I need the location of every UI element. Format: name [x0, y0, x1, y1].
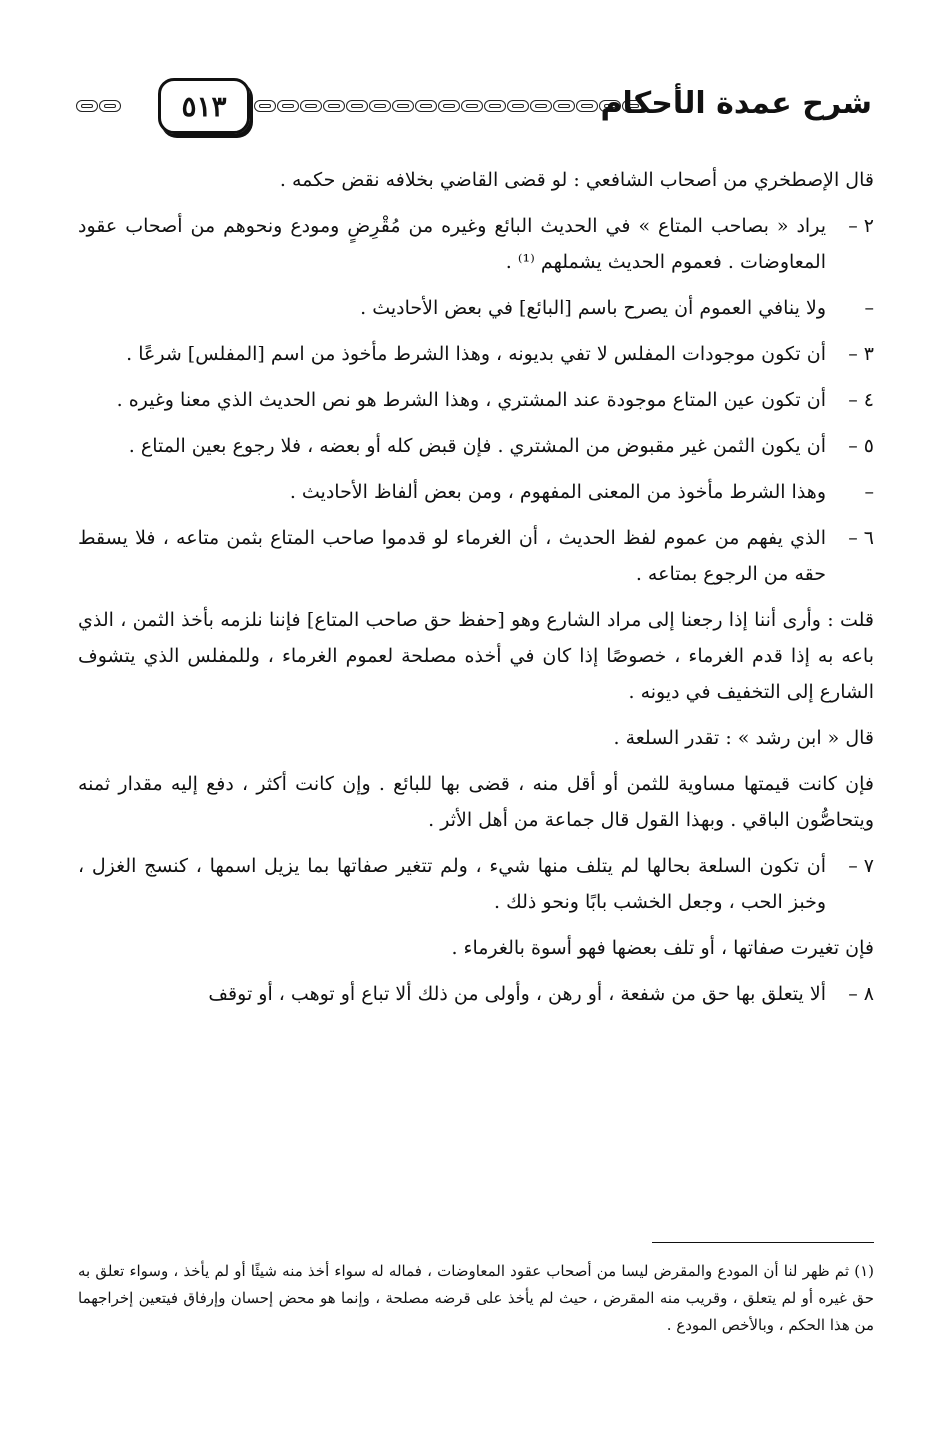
list-item — [78, 474, 874, 510]
item-text: ألا يتعلق بها حق من شفعة ، أو رهن ، وأولى من ذلك ألا تباع أو توهب ، أو توقف — [208, 983, 826, 1005]
list-item — [78, 848, 874, 920]
paragraph: قلت : وأرى أننا إذا رجعنا إلى مراد الشارع وهو [حفظ حق صاحب المتاع] فإننا نلزمه بأخذ الثمن ، الذي باعه به إذا قدم الغرماء ، خصوصًا إذا كان في أخذه مصلحة لعموم الغرماء ، وللمفلس الذي يتشوف الشارع إلى التخفيف في ديونه . — [78, 609, 874, 703]
ornament-left — [76, 100, 121, 114]
paragraph: قال الإصطخري من أصحاب الشافعي : لو قضى القاضي بخلافه نقض حكمه . — [279, 169, 874, 191]
item-marker: ٤ – — [848, 389, 874, 411]
list-item — [78, 382, 874, 418]
item-text: أن تكون عين المتاع موجودة عند المشتري ، وهذا الشرط هو نص الحديث الذي معنا وغيره . — [116, 389, 826, 411]
item-marker: ٥ – — [848, 435, 874, 457]
item-marker: ٦ – — [848, 527, 874, 549]
item-marker: – — [864, 481, 874, 503]
list-item — [78, 976, 874, 1012]
list-item — [78, 290, 874, 326]
paragraph: فإن تغيرت صفاتها ، أو تلف بعضها فهو أسوة بالغرماء . — [451, 937, 874, 959]
list-item — [78, 428, 874, 464]
main-text — [78, 162, 874, 1022]
item-text: أن تكون السلعة بحالها لم يتلف منها شيء ، ولم تتغير صفاتها بما يزيل اسمها ، كنسج الغزل ، وخبز الحب ، وجعل الخشب بابًا ونحو ذلك . — [78, 855, 826, 913]
item-marker: ٣ – — [848, 343, 874, 365]
item-text: الذي يفهم من عموم لفظ الحديث ، أن الغرماء لو قدموا صاحب المتاع بثمن متاعه ، فلا يسقط حقه من الرجوع بمتاعه . — [78, 527, 826, 585]
list-item — [78, 520, 874, 592]
paragraph: فإن كانت قيمتها مساوية للثمن أو أقل منه ، قضى بها للبائع . وإن كانت أكثر ، دفع إليه مقدار ثمنه ويتحاصُّون الباقي . وبهذا القول قال جماعة من أهل الأثر . — [78, 773, 874, 831]
book-title: شرح عمدة الأحكام — [600, 86, 872, 121]
ornament-band — [254, 100, 644, 114]
item-marker: ٨ – — [848, 983, 874, 1005]
item-marker: ٧ – — [848, 855, 874, 877]
item-text: أن يكون الثمن غير مقبوض من المشتري . فإن قبض كله أو بعضه ، فلا رجوع بعين المتاع . — [128, 435, 826, 457]
paragraph: قال « ابن رشد » : تقدر السلعة . — [613, 727, 874, 749]
list-item — [78, 208, 874, 280]
footnote-divider — [652, 1242, 874, 1243]
item-text: ولا ينافي العموم أن يصرح باسم [البائع] في بعض الأحاديث . — [360, 297, 826, 319]
item-text: وهذا الشرط مأخوذ من المعنى المفهوم ، ومن بعض ألفاظ الأحاديث . — [289, 481, 826, 503]
page-number: ٥١٣ — [158, 78, 250, 134]
page-header — [76, 72, 872, 142]
item-text: يراد « بصاحب المتاع » في الحديث البائع وغيره من مُقْرِضٍ ومودع ونحوهم من أصحاب عقود المعاوضات . فعموم الحديث يشملهم ⁽¹⁾ . — [78, 215, 826, 273]
item-marker: – — [864, 297, 874, 319]
footnote: (١) ثم ظهر لنا أن المودع والمقرض ليسا من أصحاب عقود المعاوضات ، فماله له سواء أخذ منه شيئًا أو لم يأخذ ، وسواء تعلق به حق غيره أو لم يتعلق ، وقريب منه المقرض ، حيث لم يأخذ على قرضه مصلحة ، وإنما هو محض إحسان وإرفاق فيتعين إخراجهما من هذا الحكم ، وبالأخص المودع . — [78, 1262, 874, 1334]
list-item — [78, 336, 874, 372]
item-text: أن تكون موجودات المفلس لا تفي بديونه ، وهذا الشرط مأخوذ من اسم [المفلس] شرعًا . — [126, 343, 826, 365]
item-marker: ٢ – — [848, 215, 874, 237]
